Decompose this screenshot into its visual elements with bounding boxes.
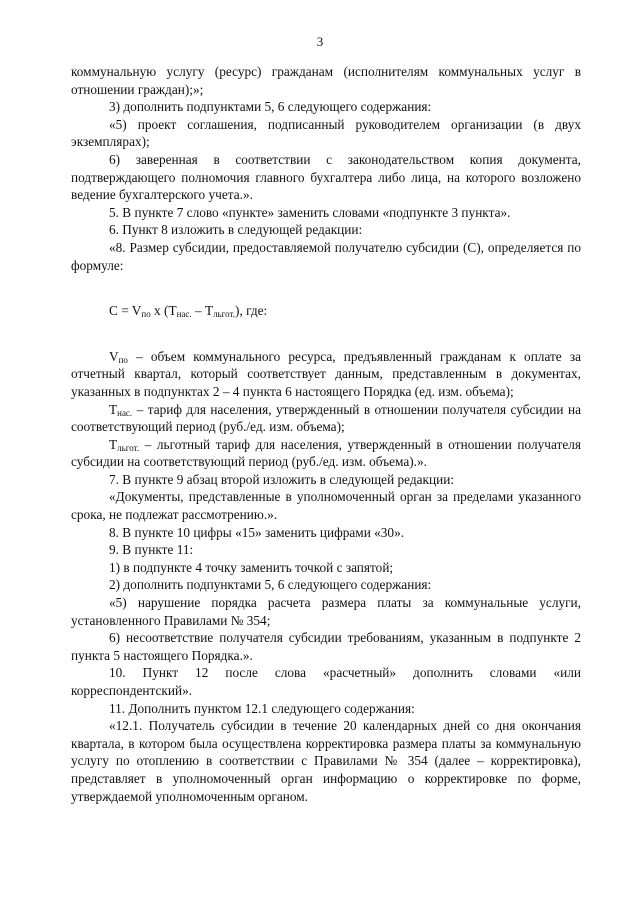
definition-subscript: нас. <box>117 407 133 418</box>
formula-mid: x (T <box>150 303 177 319</box>
paragraph: 6. Пункт 8 изложить в следующей редакции: <box>109 222 363 238</box>
definition-text: – тариф для населения, утвержденный в отношении получателя субсидии на соответствующий период (руб./ед. изм. объема); <box>71 401 581 435</box>
paragraph: 6) заверенная в соответствии с законодательством копия документа, подтверждающего полномочия главного бухгалтера либо лица, на которого возложено ведение бухгалтерского учета.». <box>71 151 581 203</box>
definition-subscript: льгот. <box>117 442 140 453</box>
formula-rhs: ), где: <box>235 303 268 319</box>
definition-symbol: T <box>109 401 118 417</box>
paragraph: «8. Размер субсидии, предоставляемой получателю субсидии (С), определяется по формуле: <box>71 239 581 273</box>
paragraph: 7. В пункте 9 абзац второй изложить в следующей редакции: <box>109 471 455 487</box>
paragraph: «5) нарушение порядка расчета размера платы за коммунальные услуги, установленного Правилами № 354; <box>71 595 581 628</box>
definition-text: – объем коммунального ресурса, предъявленный гражданам к оплате за отчетный квартал, который соответствует данным, представленным в документах, указанных в подпунктах 2 – 4 пункта 6 настоящего Порядка (ед. изм. объема); <box>71 348 581 399</box>
definition-t-nas <box>71 401 581 436</box>
formula-lhs: C = V <box>109 303 142 319</box>
paragraph: «5) проект соглашения, подписанный руководителем организации (в двух экземплярах); <box>71 116 581 150</box>
paragraph: 1) в подпункте 4 точку заменить точкой с запятой; <box>109 559 394 575</box>
formula-sub-t1: нас. <box>176 309 192 320</box>
definition-symbol: V <box>109 348 119 364</box>
definition-t-lgot <box>71 436 581 471</box>
paragraph: 10. Пункт 12 после слова «расчетный» дополнить словами «или корреспондентский». <box>71 665 581 698</box>
formula-sub-t2: льгот. <box>213 309 236 320</box>
paragraph: «Документы, представленные в уполномоченный орган за пределами указанного срока, не подлежат рассмотрению.». <box>71 489 581 523</box>
paragraph: 11. Дополнить пунктом 12.1 следующего содержания: <box>109 700 415 716</box>
formula-sub-v: по <box>141 309 151 320</box>
definition-text: – льготный тариф для населения, утвержденный в отношении получателя субсидии на соответствующий период (руб./ед. изм. объема).». <box>71 436 581 470</box>
formula-dash: – T <box>191 303 214 319</box>
paragraph: коммунальную услугу (ресурс) гражданам (исполнителям коммунальных услуг в отношении граждан);»; <box>71 64 581 97</box>
definition-subscript: по <box>118 354 128 365</box>
paragraph: 2) дополнить подпунктами 5, 6 следующего содержания: <box>109 577 432 593</box>
paragraph: 9. В пункте 11: <box>109 542 194 558</box>
paragraph: «12.1. Получатель субсидии в течение 20 календарных дней со дня окончания квартала, в котором была осуществлена корректировка размера платы за коммунальную услугу по отоплению в соответствии с Правилами № 354 (далее – корректировка), представляет в уполномоченный орган информацию о корректировке по форме, утверждаемой уполномоченным органом. <box>71 718 581 804</box>
paragraph: 6) несоответствие получателя субсидии требованиям, указанным в подпункте 2 пункта 5 настоящего Порядка.». <box>71 630 581 663</box>
paragraph: 8. В пункте 10 цифры «15» заменить цифрами «30». <box>109 524 405 540</box>
paragraph: 3) дополнить подпунктами 5, 6 следующего содержания: <box>109 99 432 115</box>
document-body <box>71 63 581 805</box>
definition-symbol: T <box>109 436 118 452</box>
paragraph: 5. В пункте 7 слово «пункте» заменить словами «подпункте 3 пункта». <box>109 204 511 220</box>
definition-v <box>71 348 581 401</box>
page-number: 3 <box>316 34 324 49</box>
subsidy-formula <box>71 302 581 320</box>
